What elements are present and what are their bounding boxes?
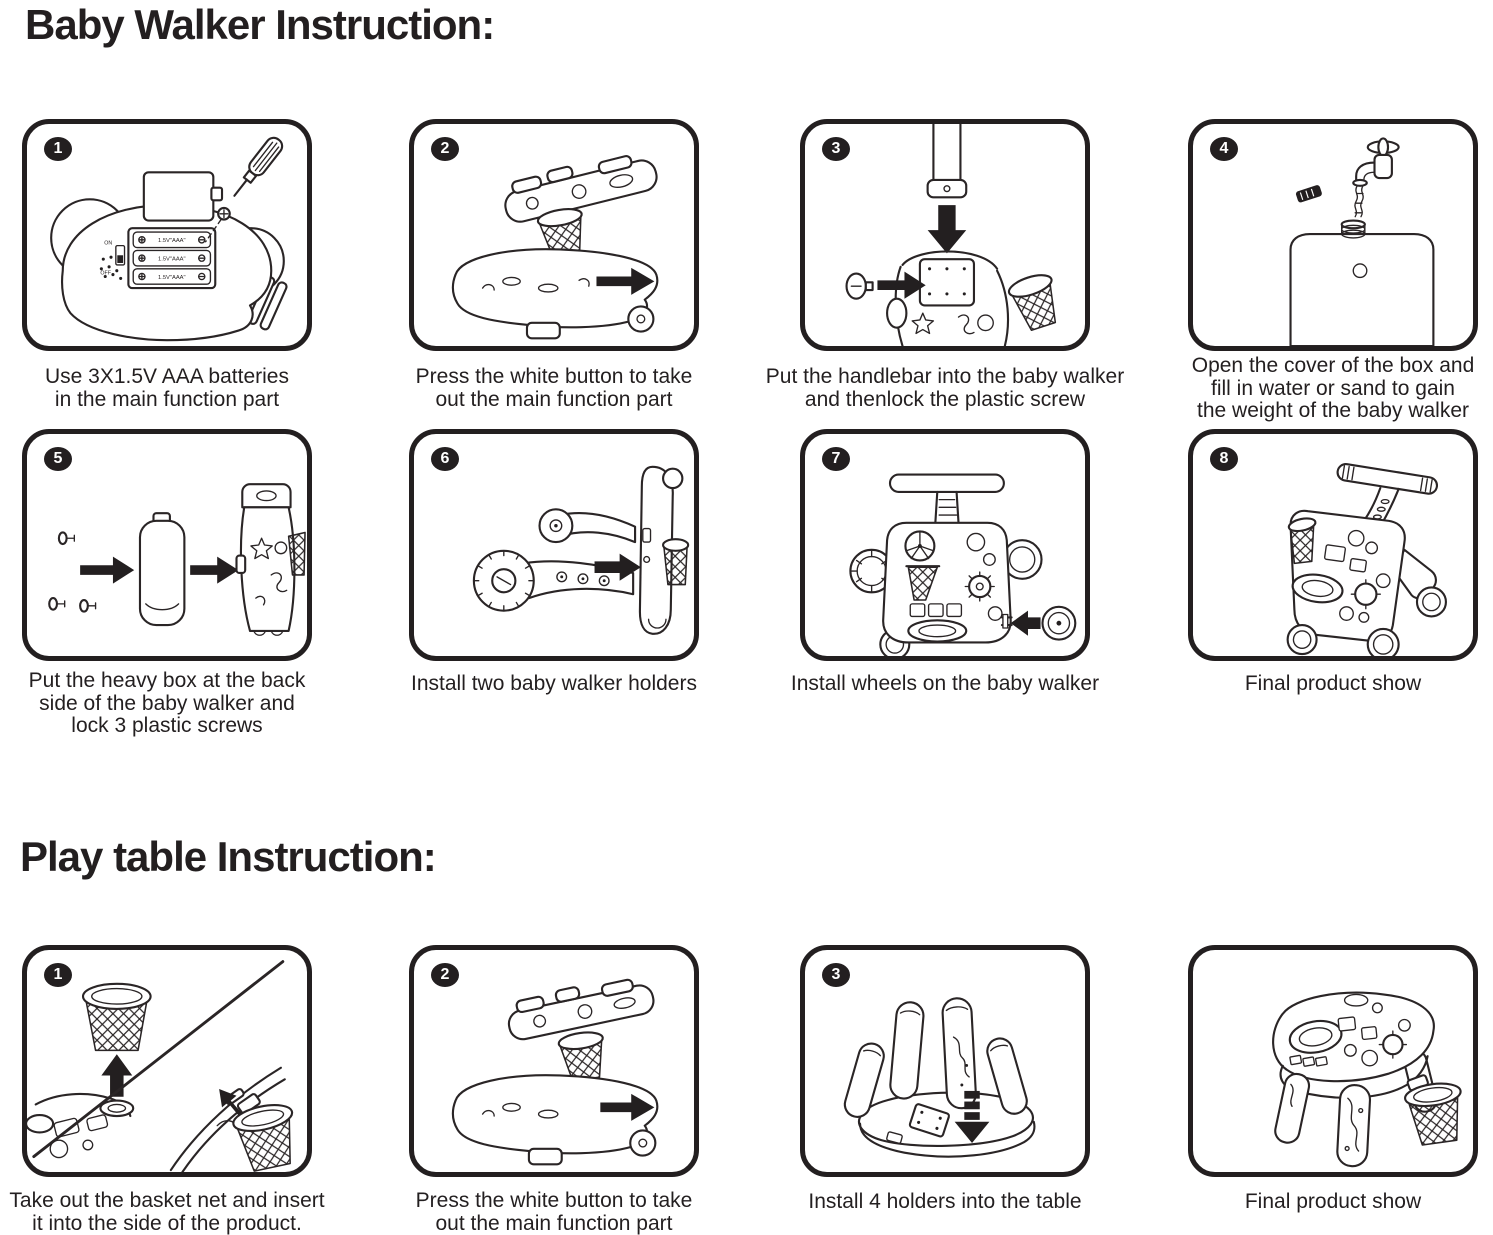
box-cover-cap	[1295, 184, 1322, 203]
holder-arm-upper	[540, 509, 636, 542]
step-caption: Put the heavy box at the back side of the baby walker and lock 3 plastic screws	[28, 669, 306, 737]
basket-net	[558, 1030, 608, 1082]
svg-text:1.5V"AAA": 1.5V"AAA"	[158, 238, 186, 245]
walker-base	[453, 249, 657, 327]
step-caption: Use 3X1.5V AAA batteries in the main function part	[45, 365, 289, 411]
basket-net-upper	[83, 984, 151, 1051]
holder-arm-lower	[474, 551, 633, 611]
step-number-badge: 4	[1210, 137, 1238, 161]
step-panel-baby-7	[800, 429, 1090, 661]
basket-net-insert-illustration	[27, 950, 307, 1172]
handlebar	[928, 124, 967, 197]
walker-back	[236, 484, 305, 635]
step-panel-table-1	[22, 945, 312, 1177]
basket-net	[1404, 1074, 1468, 1146]
section-title-play-table: Play table Instruction:	[20, 833, 436, 880]
basket-net	[1006, 271, 1064, 333]
step-number-badge: 5	[44, 447, 72, 471]
step-caption: Final product show	[1244, 672, 1422, 695]
step-panel-table-3	[800, 945, 1090, 1177]
walker-side	[640, 467, 688, 634]
step-number-badge: 1	[44, 137, 72, 161]
handlebar-install-illustration	[805, 124, 1085, 346]
step-caption: Install wheels on the baby walker	[790, 672, 1100, 695]
holders-install-illustration	[414, 434, 694, 656]
plastic-screw-icon	[59, 532, 74, 544]
svg-text:1.5V"AAA": 1.5V"AAA"	[158, 256, 186, 263]
remove-function-part-illustration	[414, 950, 694, 1172]
mounting-plate	[920, 259, 974, 305]
step-panel-baby-2	[409, 119, 699, 351]
step-caption: Take out the basket net and insert it into the side of the product.	[9, 1189, 325, 1235]
wheel	[1368, 629, 1399, 656]
arrow-down-icon	[928, 205, 967, 253]
battery-cover	[144, 172, 213, 220]
step-caption: Install two baby walker holders	[411, 672, 697, 695]
basket-net	[289, 532, 305, 574]
step-panel-baby-5	[22, 429, 312, 661]
table-holders-install-illustration	[805, 950, 1085, 1172]
svg-text:1.5V"AAA": 1.5V"AAA"	[158, 274, 186, 281]
svg-text:OFF: OFF	[100, 270, 111, 277]
water-stream	[1355, 186, 1363, 217]
fill-water-box-illustration	[1193, 124, 1473, 346]
step-panel-baby-6	[409, 429, 699, 661]
plastic-screw-icon	[847, 274, 873, 299]
table-base	[453, 1075, 657, 1153]
final-table-illustration	[1193, 950, 1473, 1172]
step-number-badge: 2	[431, 963, 459, 987]
step-caption: Press the white button to take out the main function part	[415, 365, 693, 411]
weight-box	[1291, 234, 1434, 346]
step-panel-table-2	[409, 945, 699, 1177]
main-function-part	[504, 972, 656, 1042]
step-caption: Press the white button to take out the main function part	[415, 1189, 693, 1235]
step-number-badge: 8	[1210, 447, 1238, 471]
step-panel-baby-1	[22, 119, 312, 351]
arrow-right-icon	[80, 557, 134, 584]
step-number-badge: 3	[822, 963, 850, 987]
step-caption: Install 4 holders into the table	[808, 1190, 1082, 1213]
plastic-screw-icon	[49, 598, 64, 610]
faucet-icon	[1353, 138, 1398, 185]
step-panel-baby-3	[800, 119, 1090, 351]
arrow-right-icon	[190, 557, 238, 584]
table-leg	[889, 1001, 924, 1100]
battery-cells	[133, 232, 210, 284]
section-title-baby-walker: Baby Walker Instruction:	[25, 1, 495, 48]
plastic-screw-icon	[80, 600, 95, 612]
step-number-badge: 3	[822, 137, 850, 161]
step-number-badge: 7	[822, 447, 850, 471]
wheel	[1288, 625, 1317, 654]
heavy-box	[140, 513, 184, 625]
step-panel-table-4	[1188, 945, 1478, 1177]
step-caption: Final product show	[1244, 1190, 1422, 1213]
arrow-left-icon	[1011, 611, 1041, 636]
remove-function-part-illustration	[414, 124, 694, 346]
step-panel-baby-4	[1188, 119, 1478, 351]
handlebar	[1336, 463, 1438, 495]
step-number-badge: 1	[44, 963, 72, 987]
handlebar	[890, 475, 1004, 523]
arrow-right-icon	[877, 272, 925, 299]
final-walker-illustration	[1193, 434, 1473, 656]
table-leg	[1273, 1072, 1311, 1145]
basket-net-lower	[231, 1093, 302, 1172]
wheels-install-illustration	[805, 434, 1085, 656]
svg-text:ON: ON	[104, 240, 113, 247]
heavy-box-install-illustration	[27, 434, 307, 656]
step-number-badge: 6	[431, 447, 459, 471]
step-number-badge: 2	[431, 137, 459, 161]
table-leg	[1337, 1084, 1371, 1167]
step-caption: Open the cover of the box and fill in water or sand to gain the weight of the baby walker	[1191, 354, 1475, 422]
step-panel-baby-8	[1188, 429, 1478, 661]
battery-install-illustration	[27, 124, 307, 346]
step-caption: Put the handlebar into the baby walker and thenlock the plastic screw	[765, 365, 1125, 411]
